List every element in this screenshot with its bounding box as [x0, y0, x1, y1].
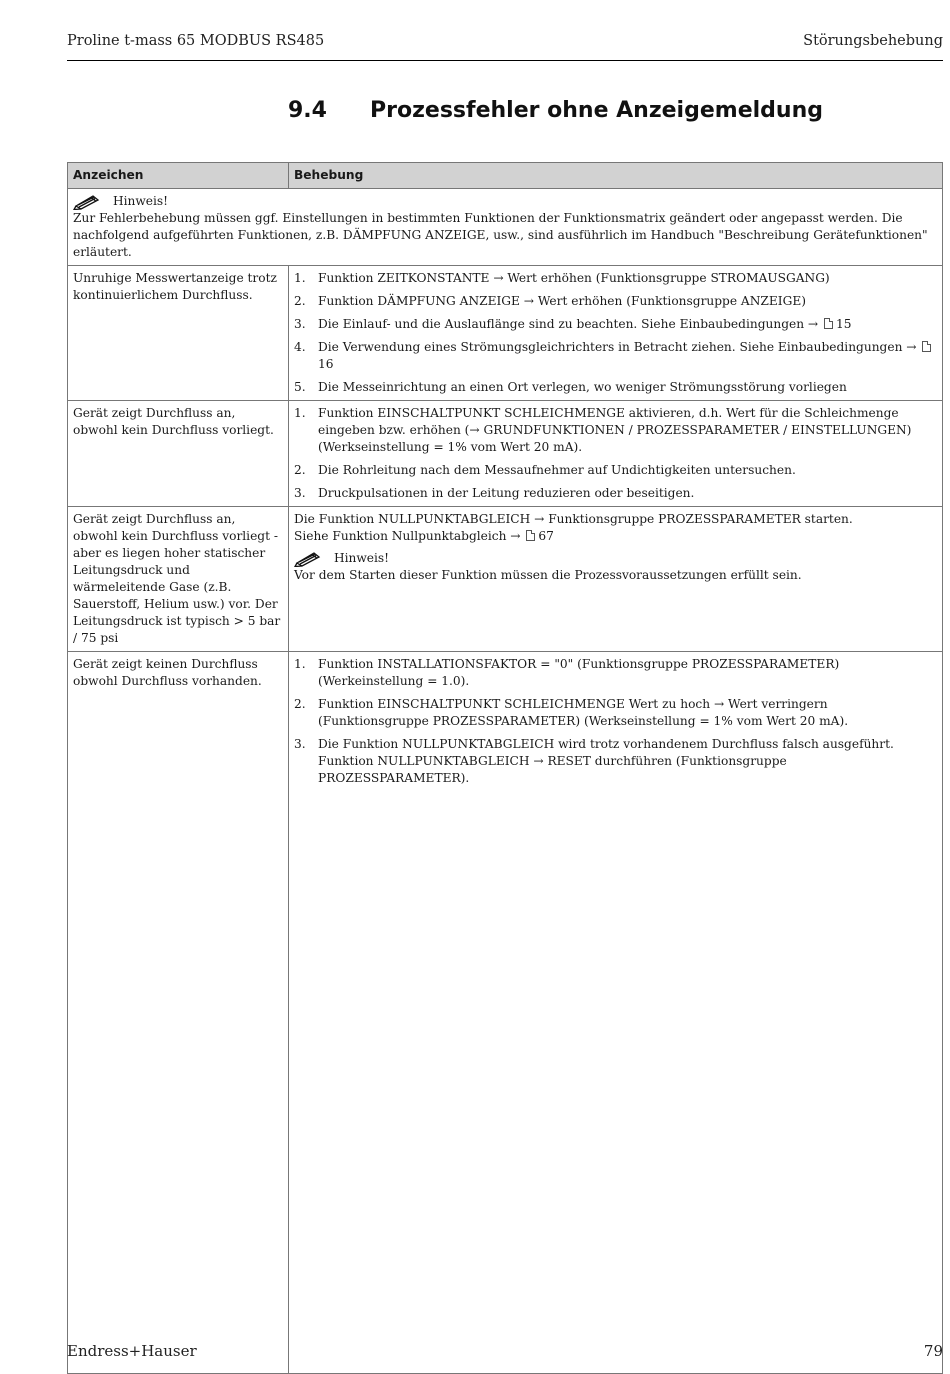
page-number-link[interactable]: 16 [318, 357, 334, 371]
symptom-cell: Gerät zeigt keinen Durchfluss obwohl Durchfluss vorhanden. [68, 652, 289, 1374]
note-text: Zur Fehlerbehebung müssen ggf. Einstellungen in bestimmten Funktionen der Funktionsmatrix geändert oder angepasst werden. Die nachfolgend aufgeführten Funktionen, z.B. DÄMPFUNG ANZEIGE, usw., sind ausführlich im Handbuch "Beschreibung Gerätefunktionen" erläutert. [73, 211, 928, 259]
remedy-step: 1. Funktion EINSCHALTPUNKT SCHLEICHMENGE aktivieren, d.h. Wert für die Schleichmenge eingeben bzw. erhöhen (→ GRUNDFUNKTIONEN / PROZESSPARAMETER / EINSTELLUNGEN) (Werkseinstellung = 1% vom Wert 20 mA). [294, 406, 912, 454]
pencil-note-icon [73, 194, 113, 210]
remedy-cell [289, 507, 943, 652]
header-chapter-title: Störungsbehebung [803, 33, 943, 49]
page-number-link[interactable]: 67 [538, 529, 554, 543]
symptom-cell: Gerät zeigt Durchfluss an, obwohl kein Durchfluss vorliegt. [68, 401, 289, 507]
remedy-cell [289, 266, 943, 401]
table-row [68, 401, 943, 507]
table-row [68, 266, 943, 401]
table-row [68, 652, 943, 1374]
column-header-symptom: Anzeichen [68, 163, 289, 189]
remedy-reference: Siehe Funktion Nullpunktabgleich → 67 [294, 529, 554, 543]
remedy-cell [289, 401, 943, 507]
remedy-step: 1. Funktion INSTALLATIONSFAKTOR = "0" (Funktionsgruppe PROZESSPARAMETER) (Werkeinstellung = 1.0). [294, 657, 840, 688]
remedy-step: 4. Die Verwendung eines Strömungsgleichrichters in Betracht ziehen. Siehe Einbaubedingungen → 16 [294, 339, 937, 373]
note-label: Hinweis! [113, 194, 169, 208]
remedy-step: 3. Druckpulsationen in der Leitung reduzieren oder beseitigen. [294, 486, 695, 500]
remedy-step: 5. Die Messeinrichtung an einen Ort verlegen, wo weniger Strömungsstörung vorliegen [294, 380, 847, 394]
header-divider [67, 60, 943, 61]
table-header-row [68, 163, 943, 189]
section-number: 9.4 [288, 98, 327, 123]
pencil-note-icon [294, 551, 334, 567]
remedy-step: 2. Funktion EINSCHALTPUNKT SCHLEICHMENGE Wert zu hoch → Wert verringern (Funktionsgruppe PROZESSPARAMETER) (Werkseinstellung = 1% vom Wert 20 mA). [294, 697, 849, 728]
troubleshooting-table [67, 162, 943, 1374]
remedy-step: 3. Die Funktion NULLPUNKTABGLEICH wird trotz vorhandenem Durchfluss falsch ausgeführt. Funktion NULLPUNKTABGLEICH → RESET durchführen (Funktionsgruppe PROZESSPARAMETER). [294, 737, 894, 785]
note-row [68, 189, 943, 266]
remedy-text: Die Funktion NULLPUNKTABGLEICH → Funktionsgruppe PROZESSPARAMETER starten. [294, 512, 853, 526]
remedy-cell [289, 652, 943, 1374]
footer-page-number: 79 [923, 1342, 943, 1360]
page-reference-icon [526, 530, 535, 541]
remedy-step: 3. Die Einlauf- und die Auslauflänge sind zu beachten. Siehe Einbaubedingungen → 15 [294, 317, 852, 331]
footer-company: Endress+Hauser [67, 1342, 197, 1360]
section-title: Prozessfehler ohne Anzeigemeldung [370, 98, 823, 123]
header-document-title: Proline t-mass 65 MODBUS RS485 [67, 33, 325, 49]
column-header-remedy: Behebung [289, 163, 943, 189]
remedy-step: 2. Die Rohrleitung nach dem Messaufnehmer auf Undichtigkeiten untersuchen. [294, 463, 796, 477]
symptom-cell: Gerät zeigt Durchfluss an, obwohl kein Durchfluss vorliegt - aber es liegen hoher statischer Leitungsdruck und wärmeleitende Gase (z.B. Sauerstoff, Helium usw.) vor. Der Leitungsdruck ist typisch > 5 bar / 75 psi [68, 507, 289, 652]
symptom-cell: Unruhige Messwertanzeige trotz kontinuierlichem Durchfluss. [68, 266, 289, 401]
remedy-step: 1. Funktion ZEITKONSTANTE → Wert erhöhen (Funktionsgruppe STROMAUSGANG) [294, 271, 830, 285]
note-text: Vor dem Starten dieser Funktion müssen die Prozessvoraussetzungen erfüllt sein. [294, 568, 802, 582]
page-number-link[interactable]: 15 [836, 317, 852, 331]
note-label: Hinweis! [334, 551, 390, 565]
remedy-step: 2. Funktion DÄMPFUNG ANZEIGE → Wert erhöhen (Funktionsgruppe ANZEIGE) [294, 294, 806, 308]
section-heading [288, 98, 823, 123]
table-row [68, 507, 943, 652]
page-reference-icon [922, 341, 931, 352]
page-reference-icon [824, 318, 833, 329]
